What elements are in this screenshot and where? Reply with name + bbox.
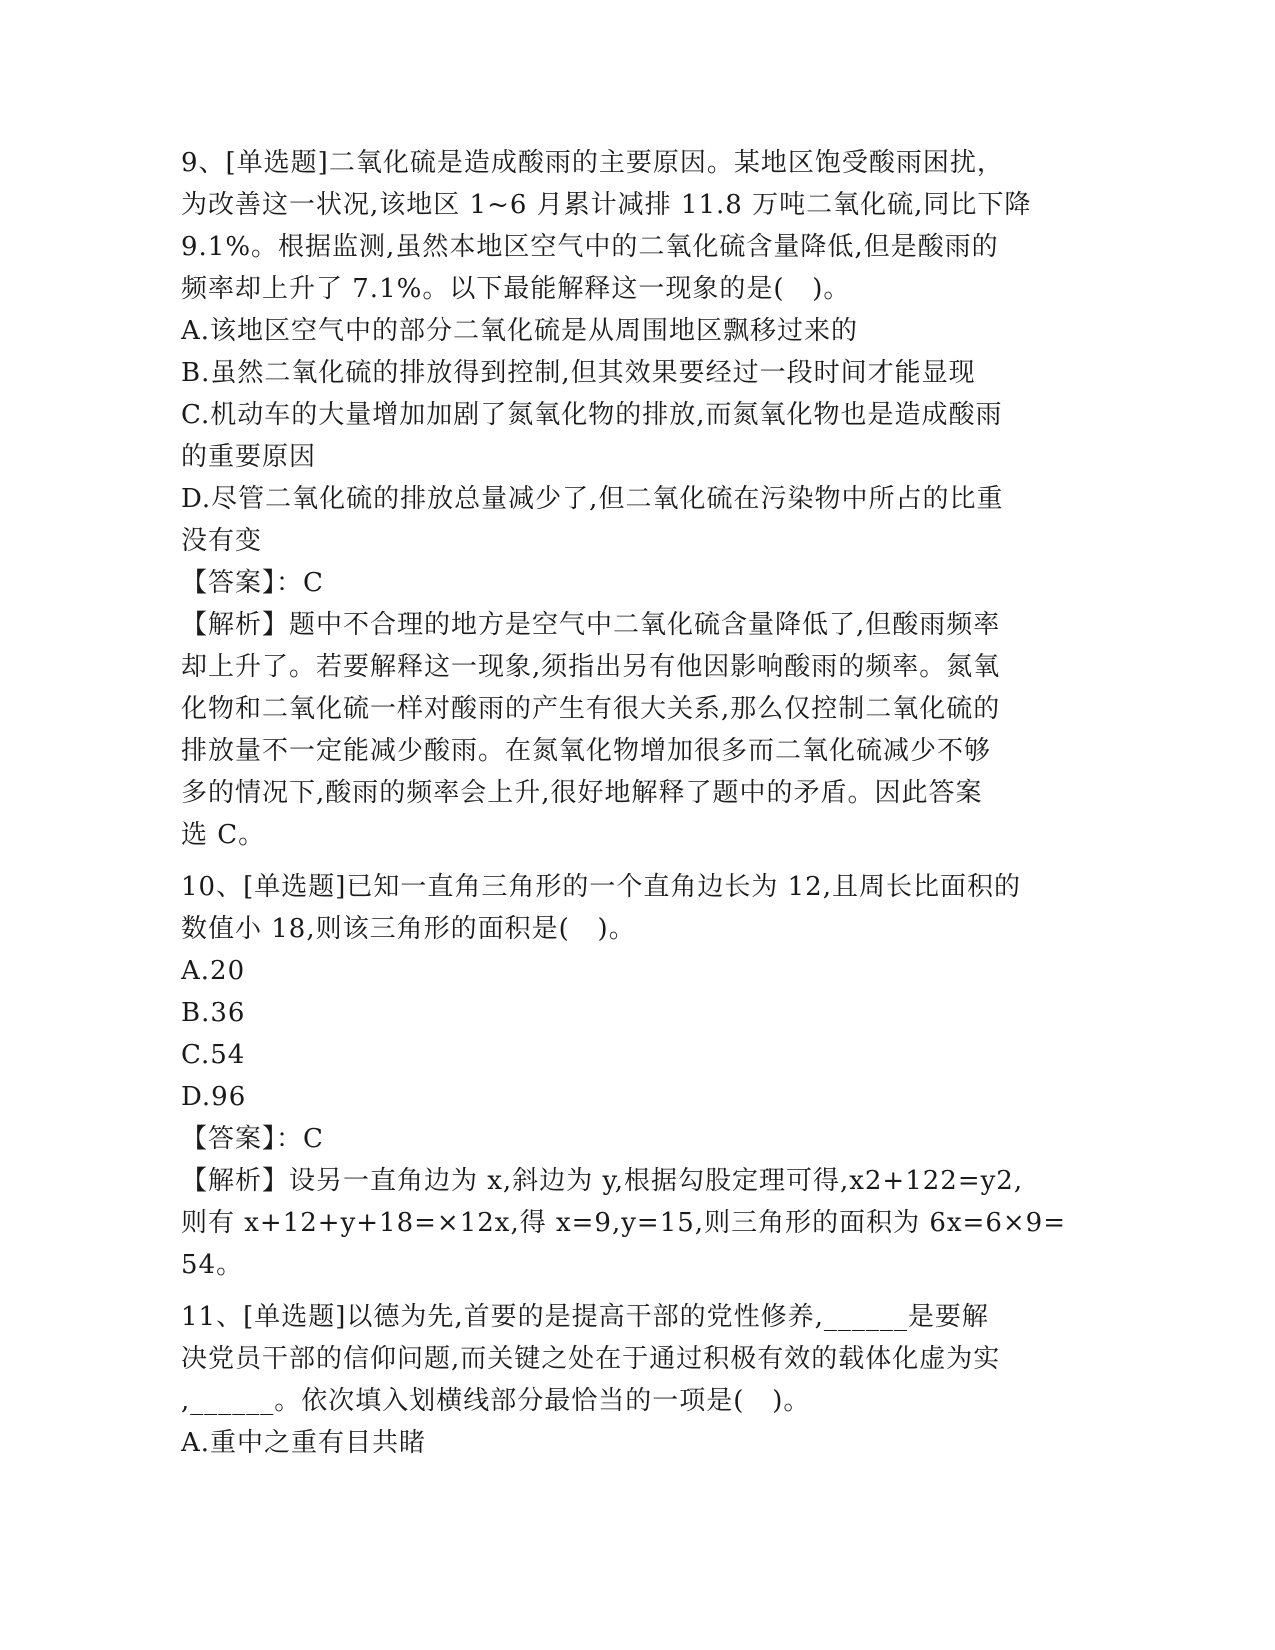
question-9 <box>181 142 1081 856</box>
option-a: A.该地区空气中的部分二氧化硫是从周围地区飘移过来的 <box>181 316 859 346</box>
stem-line: 9.1%。根据监测,虽然本地区空气中的二氧化硫含量降低,但是酸雨的 <box>181 232 999 262</box>
analysis-line: 选 C。 <box>181 820 266 850</box>
stem-line: 10、[单选题]已知一直角三角形的一个直角边长为 12,且周长比面积的 <box>181 872 1021 902</box>
analysis-line: 多的情况下,酸雨的频率会上升,很好地解释了题中的矛盾。因此答案 <box>181 778 983 808</box>
question-stem <box>181 1296 1081 1422</box>
option-c: C.54 <box>181 1040 246 1070</box>
question-10 <box>181 866 1081 1286</box>
question-stem <box>181 142 1081 310</box>
question-11 <box>181 1296 1081 1464</box>
question-stem <box>181 866 1081 950</box>
analysis-line: 【解析】题中不合理的地方是空气中二氧化硫含量降低了,但酸雨频率 <box>181 610 1001 640</box>
option-list <box>181 1422 1081 1464</box>
stem-line: 数值小 18,则该三角形的面积是( )。 <box>181 914 636 944</box>
stem-line: ,______。依次填入划横线部分最恰当的一项是( )。 <box>181 1386 811 1416</box>
answer-line: 【答案】：C <box>181 1124 324 1154</box>
analysis-line: 化物和二氧化硫一样对酸雨的产生有很大关系,那么仅控制二氧化硫的 <box>181 694 1001 724</box>
analysis <box>181 604 1081 856</box>
analysis <box>181 1160 1081 1286</box>
option-a: A.20 <box>181 956 246 986</box>
stem-line: 为改善这一状况,该地区 1~6 月累计减排 11.8 万吨二氧化硫,同比下降 <box>181 190 1032 220</box>
option-list <box>181 310 1081 562</box>
answer-line: 【答案】：C <box>181 568 324 598</box>
stem-line: 频率却上升了 7.1%。以下最能解释这一现象的是( )。 <box>181 274 851 304</box>
option-d: D.96 <box>181 1082 247 1112</box>
option-b: B.36 <box>181 998 246 1028</box>
stem-line: 决党员干部的信仰问题,而关键之处在于通过积极有效的载体化虚为实 <box>181 1344 1001 1374</box>
option-list <box>181 950 1081 1118</box>
analysis-line: 【解析】设另一直角边为 x,斜边为 y,根据勾股定理可得,x2+122=y2, <box>181 1166 1024 1196</box>
document-content <box>181 142 1081 1464</box>
option-a: A.重中之重有目共睹 <box>181 1428 427 1458</box>
stem-line: 9、[单选题]二氧化硫是造成酸雨的主要原因。某地区饱受酸雨困扰， <box>181 148 1004 178</box>
analysis-line: 排放量不一定能减少酸雨。在氮氧化物增加很多而二氧化硫减少不够 <box>181 736 992 766</box>
option-d-continued: 没有变 <box>181 526 263 556</box>
analysis-line: 却上升了。若要解释这一现象,须指出另有他因影响酸雨的频率。氮氧 <box>181 652 1001 682</box>
stem-line: 11、[单选题]以德为先,首要的是提高干部的党性修养,______是要解 <box>181 1302 989 1332</box>
option-b: B.虽然二氧化硫的排放得到控制,但其效果要经过一段时间才能显现 <box>181 358 976 388</box>
option-d: D.尽管二氧化硫的排放总量减少了,但二氧化硫在污染物中所占的比重 <box>181 484 1004 514</box>
analysis-line: 则有 x+12+y+18=×12x,得 x=9,y=15,则三角形的面积为 6x=6×9=54。 <box>181 1208 1066 1280</box>
option-c: C.机动车的大量增加加剧了氮氧化物的排放,而氮氧化物也是造成酸雨 <box>181 400 1003 430</box>
option-c-continued: 的重要原因 <box>181 442 317 472</box>
